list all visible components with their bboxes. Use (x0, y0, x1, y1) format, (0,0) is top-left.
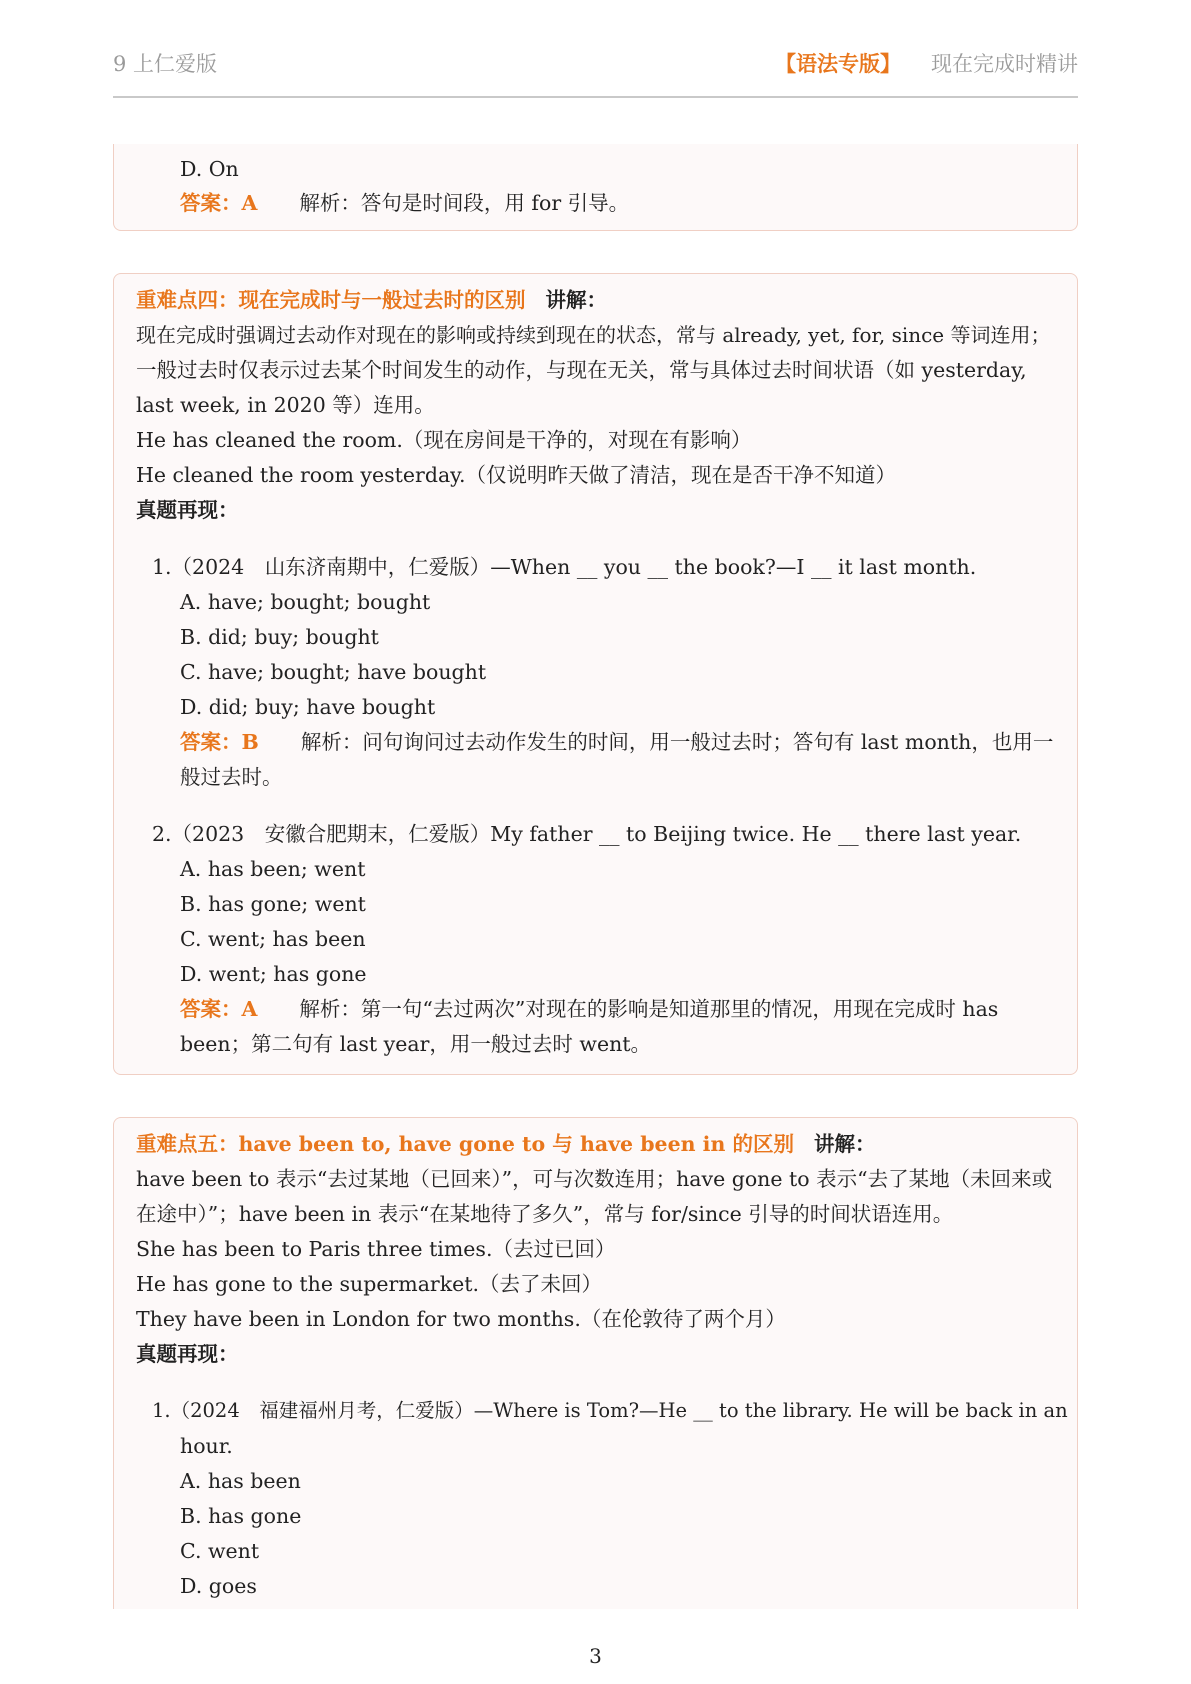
explain-line: 在途中）”；have been in 表示“在某地待了多久”，常与 for/since 引导的时间状语连用。 (136, 1202, 954, 1226)
option-a: A. have; bought; bought (180, 590, 431, 614)
option-b: B. did; buy; bought (180, 625, 379, 649)
answer-line (180, 189, 629, 217)
option-c: C. went (180, 1539, 260, 1563)
analysis-text: 解析：答句是时间段，用 for 引导。 (299, 191, 630, 215)
option-d: D. went; has gone (180, 962, 367, 986)
header-title: 现在完成时精讲 (931, 52, 1078, 76)
answer-label: 答案：A (180, 191, 258, 215)
example-line: He has gone to the supermarket.（去了未回） (136, 1272, 603, 1296)
option-b: B. has gone; went (180, 892, 366, 916)
option-d: D. On (180, 157, 239, 181)
analysis-text: 解析：第一句“去过两次”对现在的影响是知道那里的情况，用现在完成时 has (299, 997, 999, 1021)
page-number: 3 (589, 1644, 602, 1668)
question-stem: 1.（2024 福建福州月考，仁爱版）—Where is Tom?—He __ to the library. He will be back in an (152, 1399, 1068, 1422)
example-line: He has cleaned the room.（现在房间是干净的，对现在有影响） (136, 428, 752, 452)
explain-line: 现在完成时强调过去动作对现在的影响或持续到现在的状态，常与 already, yet, for, since 等词连用； (136, 323, 1051, 347)
example-line: She has been to Paris three times.（去过已回） (136, 1237, 616, 1261)
option-a: A. has been; went (180, 857, 366, 881)
heading-title: 重难点五：have been to, have gone to 与 have been in 的区别 (136, 1132, 795, 1156)
page-header (113, 44, 1078, 98)
continued-question-box (113, 144, 1078, 231)
explain-line: 一般过去时仅表示过去某个时间发生的动作，与现在无关，常与具体过去时间状语（如 yesterday, (136, 358, 1027, 382)
key-point-5-heading (136, 1130, 876, 1158)
option-a: A. has been (180, 1469, 301, 1493)
question-stem: 1.（2024 山东济南期中，仁爱版）—When __ you __ the book?—I __ it last month. (152, 555, 977, 579)
real-exam-title: 真题再现： (136, 1342, 239, 1366)
real-exam-title: 真题再现： (136, 498, 239, 522)
answer-label: 答案：B (180, 730, 259, 754)
explain-line: last week, in 2020 等）连用。 (136, 393, 435, 417)
header-right (775, 48, 1078, 78)
option-c: C. have; bought; have bought (180, 660, 487, 684)
example-line: They have been in London for two months.（在伦敦待了两个月） (136, 1307, 786, 1331)
analysis-continued: 般过去时。 (180, 765, 283, 789)
answer-line (180, 995, 998, 1023)
option-d: D. goes (180, 1574, 257, 1598)
question-stem: 2.（2023 安徽合肥期末，仁爱版）My father __ to Beijing twice. He __ there last year. (152, 822, 1022, 846)
answer-label: 答案：A (180, 997, 258, 1021)
heading-suffix: 讲解： (545, 288, 607, 312)
answer-line (180, 728, 1053, 756)
key-point-4-heading (136, 286, 607, 314)
option-b: B. has gone (180, 1504, 302, 1528)
header-tag: 【语法专版】 (775, 51, 901, 76)
question-stem-continued: hour. (180, 1434, 233, 1458)
option-c: C. went; has been (180, 927, 366, 951)
option-d: D. did; buy; have bought (180, 695, 436, 719)
explain-line: have been to 表示“去过某地（已回来）”，可与次数连用；have gone to 表示“去了某地（未回来或 (136, 1167, 1053, 1191)
analysis-text: 解析：问句询问过去动作发生的时间，用一般过去时；答句有 last month，也用一 (300, 730, 1054, 754)
analysis-continued: been；第二句有 last year，用一般过去时 went。 (180, 1032, 652, 1056)
heading-suffix: 讲解： (814, 1132, 876, 1156)
example-line: He cleaned the room yesterday.（仅说明昨天做了清洁，现在是否干净不知道） (136, 463, 897, 487)
heading-title: 重难点四：现在完成时与一般过去时的区别 (136, 288, 526, 312)
header-grade: 9 上仁爱版 (113, 52, 218, 76)
